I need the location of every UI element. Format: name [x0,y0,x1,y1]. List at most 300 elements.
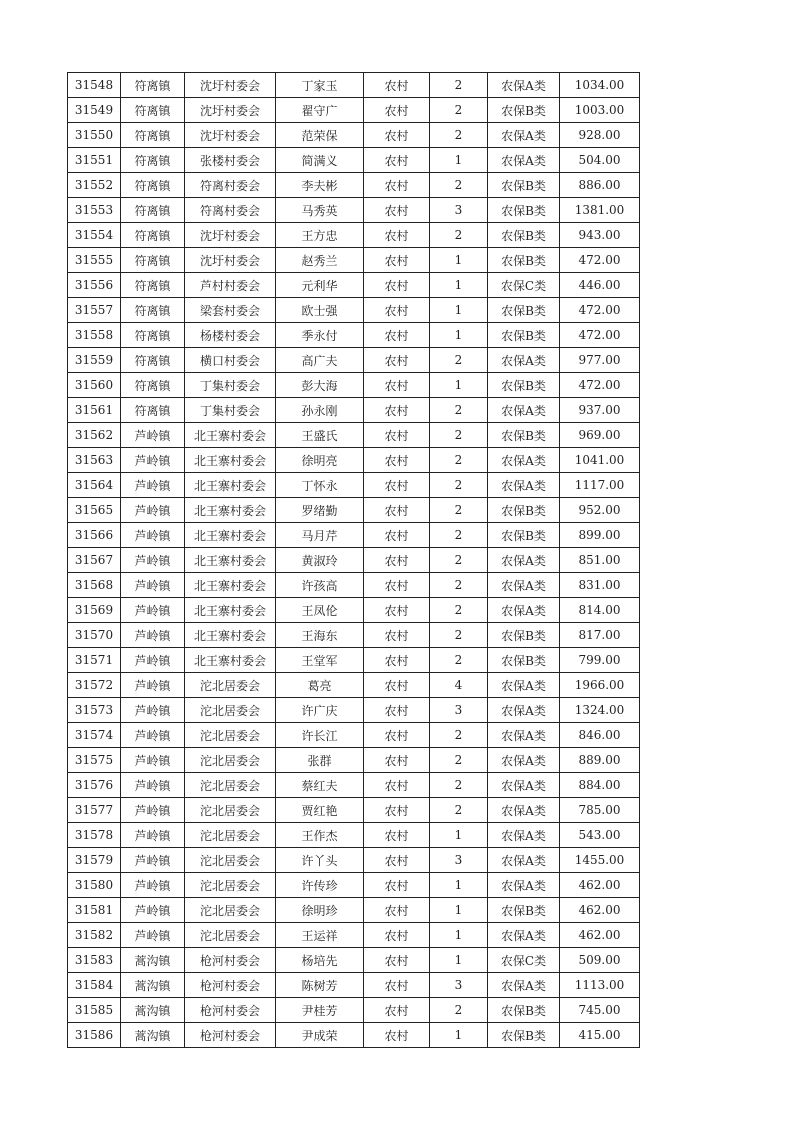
family-size-cell: 2 [430,648,488,673]
town-cell: 符离镇 [121,348,185,373]
village-committee-cell: 沈圩村委会 [185,248,276,273]
name-cell: 张群 [276,748,364,773]
town-cell: 符离镇 [121,148,185,173]
household-type-cell: 农村 [364,1023,430,1048]
household-type-cell: 农村 [364,148,430,173]
insurance-category-cell: 农保B类 [488,648,560,673]
amount-cell: 884.00 [560,773,640,798]
village-committee-cell: 芦村村委会 [185,273,276,298]
name-cell: 高广夫 [276,348,364,373]
insurance-category-cell: 农保A类 [488,148,560,173]
record-id-cell: 31548 [68,73,121,98]
table-row [68,773,640,798]
household-type-cell: 农村 [364,598,430,623]
name-cell: 徐明亮 [276,448,364,473]
record-id-cell: 31563 [68,448,121,473]
table-row [68,323,640,348]
name-cell: 黄淑玲 [276,548,364,573]
family-size-cell: 2 [430,223,488,248]
family-size-cell: 1 [430,248,488,273]
town-cell: 蒿沟镇 [121,973,185,998]
village-committee-cell: 杨楼村委会 [185,323,276,348]
town-cell: 符离镇 [121,398,185,423]
town-cell: 芦岭镇 [121,798,185,823]
village-committee-cell: 北王寨村委会 [185,573,276,598]
table-row [68,1023,640,1048]
village-committee-cell: 沱北居委会 [185,798,276,823]
household-type-cell: 农村 [364,498,430,523]
name-cell: 贾红艳 [276,798,364,823]
name-cell: 季永付 [276,323,364,348]
record-id-cell: 31559 [68,348,121,373]
record-id-cell: 31568 [68,573,121,598]
amount-cell: 462.00 [560,923,640,948]
table-row [68,123,640,148]
amount-cell: 1041.00 [560,448,640,473]
insurance-category-cell: 农保A类 [488,123,560,148]
record-id-cell: 31553 [68,198,121,223]
table-row [68,273,640,298]
amount-cell: 1117.00 [560,473,640,498]
family-size-cell: 2 [430,748,488,773]
insurance-category-cell: 农保B类 [488,198,560,223]
table-row [68,648,640,673]
town-cell: 芦岭镇 [121,598,185,623]
insurance-category-cell: 农保A类 [488,848,560,873]
record-id-cell: 31573 [68,698,121,723]
table-row [68,423,640,448]
table-row [68,948,640,973]
household-type-cell: 农村 [364,673,430,698]
table-row [68,98,640,123]
family-size-cell: 2 [430,398,488,423]
table-row [68,998,640,1023]
name-cell: 彭大海 [276,373,364,398]
town-cell: 符离镇 [121,373,185,398]
amount-cell: 817.00 [560,623,640,648]
household-type-cell: 农村 [364,423,430,448]
record-id-cell: 31549 [68,98,121,123]
amount-cell: 543.00 [560,823,640,848]
name-cell: 葛亮 [276,673,364,698]
amount-cell: 937.00 [560,398,640,423]
amount-cell: 745.00 [560,998,640,1023]
town-cell: 芦岭镇 [121,698,185,723]
town-cell: 芦岭镇 [121,523,185,548]
village-committee-cell: 枪河村委会 [185,973,276,998]
village-committee-cell: 沱北居委会 [185,748,276,773]
family-size-cell: 4 [430,673,488,698]
insurance-category-cell: 农保A类 [488,548,560,573]
name-cell: 元利华 [276,273,364,298]
town-cell: 蒿沟镇 [121,1023,185,1048]
village-committee-cell: 北王寨村委会 [185,448,276,473]
household-type-cell: 农村 [364,748,430,773]
record-id-cell: 31551 [68,148,121,173]
family-size-cell: 1 [430,923,488,948]
village-committee-cell: 枪河村委会 [185,948,276,973]
name-cell: 翟守广 [276,98,364,123]
record-id-cell: 31554 [68,223,121,248]
name-cell: 罗绪勤 [276,498,364,523]
family-size-cell: 1 [430,298,488,323]
name-cell: 简满义 [276,148,364,173]
table-row [68,248,640,273]
record-id-cell: 31564 [68,473,121,498]
household-type-cell: 农村 [364,73,430,98]
household-type-cell: 农村 [364,948,430,973]
town-cell: 芦岭镇 [121,848,185,873]
household-type-cell: 农村 [364,523,430,548]
table-row [68,398,640,423]
amount-cell: 509.00 [560,948,640,973]
record-id-cell: 31583 [68,948,121,973]
town-cell: 蒿沟镇 [121,948,185,973]
table-row [68,623,640,648]
table-row [68,298,640,323]
family-size-cell: 2 [430,723,488,748]
amount-cell: 415.00 [560,1023,640,1048]
insurance-category-cell: 农保A类 [488,398,560,423]
amount-cell: 472.00 [560,298,640,323]
village-committee-cell: 北王寨村委会 [185,498,276,523]
name-cell: 赵秀兰 [276,248,364,273]
town-cell: 芦岭镇 [121,898,185,923]
town-cell: 符离镇 [121,98,185,123]
record-id-cell: 31566 [68,523,121,548]
name-cell: 陈树芳 [276,973,364,998]
name-cell: 欧士强 [276,298,364,323]
name-cell: 王海东 [276,623,364,648]
name-cell: 尹成荣 [276,1023,364,1048]
family-size-cell: 2 [430,773,488,798]
family-size-cell: 1 [430,373,488,398]
table-row [68,373,640,398]
table-row [68,348,640,373]
household-type-cell: 农村 [364,798,430,823]
insurance-category-cell: 农保A类 [488,773,560,798]
amount-cell: 1113.00 [560,973,640,998]
family-size-cell: 2 [430,73,488,98]
insurance-category-cell: 农保A类 [488,573,560,598]
name-cell: 徐明珍 [276,898,364,923]
family-size-cell: 2 [430,348,488,373]
family-size-cell: 2 [430,423,488,448]
amount-cell: 846.00 [560,723,640,748]
family-size-cell: 2 [430,448,488,473]
insurance-category-cell: 农保A类 [488,473,560,498]
record-id-cell: 31577 [68,798,121,823]
record-id-cell: 31558 [68,323,121,348]
family-size-cell: 3 [430,848,488,873]
record-id-cell: 31585 [68,998,121,1023]
record-id-cell: 31557 [68,298,121,323]
insurance-category-cell: 农保A类 [488,798,560,823]
name-cell: 许广庆 [276,698,364,723]
family-size-cell: 2 [430,523,488,548]
village-committee-cell: 沈圩村委会 [185,98,276,123]
family-size-cell: 3 [430,698,488,723]
town-cell: 芦岭镇 [121,748,185,773]
amount-cell: 504.00 [560,148,640,173]
village-committee-cell: 丁集村委会 [185,398,276,423]
table-row [68,898,640,923]
amount-cell: 446.00 [560,273,640,298]
record-id-cell: 31569 [68,598,121,623]
village-committee-cell: 北王寨村委会 [185,523,276,548]
name-cell: 丁怀永 [276,473,364,498]
family-size-cell: 2 [430,598,488,623]
village-committee-cell: 沱北居委会 [185,723,276,748]
household-type-cell: 农村 [364,923,430,948]
village-committee-cell: 沱北居委会 [185,873,276,898]
village-committee-cell: 符离村委会 [185,198,276,223]
household-type-cell: 农村 [364,648,430,673]
village-committee-cell: 北王寨村委会 [185,423,276,448]
family-size-cell: 1 [430,1023,488,1048]
town-cell: 芦岭镇 [121,498,185,523]
name-cell: 丁家玉 [276,73,364,98]
table-row [68,748,640,773]
village-committee-cell: 沱北居委会 [185,848,276,873]
family-size-cell: 1 [430,948,488,973]
town-cell: 符离镇 [121,73,185,98]
name-cell: 王运祥 [276,923,364,948]
insurance-category-cell: 农保A类 [488,873,560,898]
town-cell: 符离镇 [121,123,185,148]
town-cell: 芦岭镇 [121,773,185,798]
family-size-cell: 1 [430,273,488,298]
record-id-cell: 31555 [68,248,121,273]
name-cell: 杨培先 [276,948,364,973]
town-cell: 芦岭镇 [121,648,185,673]
household-type-cell: 农村 [364,323,430,348]
town-cell: 芦岭镇 [121,873,185,898]
record-id-cell: 31580 [68,873,121,898]
amount-cell: 952.00 [560,498,640,523]
town-cell: 芦岭镇 [121,623,185,648]
name-cell: 孙永刚 [276,398,364,423]
record-id-cell: 31586 [68,1023,121,1048]
village-committee-cell: 沱北居委会 [185,698,276,723]
household-type-cell: 农村 [364,848,430,873]
record-id-cell: 31574 [68,723,121,748]
village-committee-cell: 沱北居委会 [185,673,276,698]
household-type-cell: 农村 [364,773,430,798]
records-table-body [68,73,640,1048]
family-size-cell: 2 [430,798,488,823]
insurance-category-cell: 农保A类 [488,973,560,998]
family-size-cell: 2 [430,498,488,523]
town-cell: 芦岭镇 [121,448,185,473]
town-cell: 符离镇 [121,248,185,273]
name-cell: 王堂军 [276,648,364,673]
name-cell: 王凤伦 [276,598,364,623]
amount-cell: 462.00 [560,873,640,898]
record-id-cell: 31550 [68,123,121,148]
town-cell: 芦岭镇 [121,548,185,573]
table-row [68,498,640,523]
name-cell: 王方忠 [276,223,364,248]
table-row [68,548,640,573]
record-id-cell: 31582 [68,923,121,948]
insurance-category-cell: 农保B类 [488,323,560,348]
name-cell: 王盛氏 [276,423,364,448]
village-committee-cell: 沈圩村委会 [185,73,276,98]
amount-cell: 831.00 [560,573,640,598]
amount-cell: 472.00 [560,373,640,398]
town-cell: 符离镇 [121,198,185,223]
table-row [68,873,640,898]
name-cell: 范荣保 [276,123,364,148]
insurance-category-cell: 农保B类 [488,423,560,448]
household-type-cell: 农村 [364,873,430,898]
record-id-cell: 31567 [68,548,121,573]
record-id-cell: 31575 [68,748,121,773]
amount-cell: 928.00 [560,123,640,148]
town-cell: 蒿沟镇 [121,998,185,1023]
amount-cell: 472.00 [560,248,640,273]
family-size-cell: 2 [430,548,488,573]
insurance-category-cell: 农保B类 [488,373,560,398]
family-size-cell: 2 [430,473,488,498]
household-type-cell: 农村 [364,898,430,923]
table-row [68,473,640,498]
table-row [68,673,640,698]
table-row [68,723,640,748]
insurance-category-cell: 农保A类 [488,348,560,373]
table-row [68,598,640,623]
household-type-cell: 农村 [364,823,430,848]
insurance-category-cell: 农保A类 [488,448,560,473]
table-row [68,698,640,723]
record-id-cell: 31562 [68,423,121,448]
household-type-cell: 农村 [364,273,430,298]
household-type-cell: 农村 [364,223,430,248]
record-id-cell: 31572 [68,673,121,698]
village-committee-cell: 沈圩村委会 [185,223,276,248]
town-cell: 芦岭镇 [121,573,185,598]
amount-cell: 472.00 [560,323,640,348]
table-row [68,448,640,473]
amount-cell: 1455.00 [560,848,640,873]
insurance-category-cell: 农保B类 [488,898,560,923]
household-type-cell: 农村 [364,373,430,398]
amount-cell: 969.00 [560,423,640,448]
amount-cell: 1003.00 [560,98,640,123]
household-type-cell: 农村 [364,573,430,598]
insurance-category-cell: 农保B类 [488,623,560,648]
insurance-category-cell: 农保C类 [488,948,560,973]
amount-cell: 462.00 [560,898,640,923]
household-type-cell: 农村 [364,123,430,148]
household-type-cell: 农村 [364,623,430,648]
family-size-cell: 1 [430,823,488,848]
insurance-category-cell: 农保B类 [488,998,560,1023]
insurance-category-cell: 农保C类 [488,273,560,298]
insurance-category-cell: 农保A类 [488,673,560,698]
insurance-category-cell: 农保B类 [488,523,560,548]
town-cell: 芦岭镇 [121,923,185,948]
amount-cell: 799.00 [560,648,640,673]
amount-cell: 1034.00 [560,73,640,98]
village-committee-cell: 沱北居委会 [185,923,276,948]
family-size-cell: 2 [430,623,488,648]
village-committee-cell: 沱北居委会 [185,823,276,848]
village-committee-cell: 梁套村委会 [185,298,276,323]
table-row [68,523,640,548]
village-committee-cell: 沱北居委会 [185,898,276,923]
town-cell: 符离镇 [121,223,185,248]
household-type-cell: 农村 [364,198,430,223]
table-row [68,848,640,873]
village-committee-cell: 北王寨村委会 [185,548,276,573]
family-size-cell: 3 [430,973,488,998]
record-id-cell: 31570 [68,623,121,648]
name-cell: 马秀英 [276,198,364,223]
town-cell: 符离镇 [121,298,185,323]
household-type-cell: 农村 [364,348,430,373]
amount-cell: 899.00 [560,523,640,548]
village-committee-cell: 沱北居委会 [185,773,276,798]
insurance-category-cell: 农保A类 [488,748,560,773]
amount-cell: 889.00 [560,748,640,773]
table-row [68,198,640,223]
household-type-cell: 农村 [364,173,430,198]
record-id-cell: 31584 [68,973,121,998]
village-committee-cell: 北王寨村委会 [185,648,276,673]
table-row [68,73,640,98]
name-cell: 许孩高 [276,573,364,598]
name-cell: 许传珍 [276,873,364,898]
amount-cell: 943.00 [560,223,640,248]
village-committee-cell: 丁集村委会 [185,373,276,398]
table-row [68,148,640,173]
insurance-category-cell: 农保A类 [488,923,560,948]
village-committee-cell: 张楼村委会 [185,148,276,173]
record-id-cell: 31571 [68,648,121,673]
insurance-category-cell: 农保A类 [488,723,560,748]
name-cell: 马月芹 [276,523,364,548]
town-cell: 符离镇 [121,173,185,198]
town-cell: 芦岭镇 [121,823,185,848]
insurance-category-cell: 农保B类 [488,223,560,248]
insurance-category-cell: 农保A类 [488,698,560,723]
table-row [68,973,640,998]
village-committee-cell: 符离村委会 [185,173,276,198]
town-cell: 芦岭镇 [121,423,185,448]
record-id-cell: 31561 [68,398,121,423]
insurance-category-cell: 农保B类 [488,298,560,323]
insurance-category-cell: 农保B类 [488,98,560,123]
household-type-cell: 农村 [364,398,430,423]
household-type-cell: 农村 [364,473,430,498]
family-size-cell: 1 [430,873,488,898]
table-row [68,573,640,598]
household-type-cell: 农村 [364,248,430,273]
amount-cell: 886.00 [560,173,640,198]
town-cell: 符离镇 [121,273,185,298]
record-id-cell: 31579 [68,848,121,873]
family-size-cell: 3 [430,198,488,223]
amount-cell: 851.00 [560,548,640,573]
record-id-cell: 31556 [68,273,121,298]
name-cell: 许丫头 [276,848,364,873]
insurance-category-cell: 农保B类 [488,173,560,198]
household-type-cell: 农村 [364,298,430,323]
town-cell: 芦岭镇 [121,723,185,748]
village-committee-cell: 北王寨村委会 [185,598,276,623]
